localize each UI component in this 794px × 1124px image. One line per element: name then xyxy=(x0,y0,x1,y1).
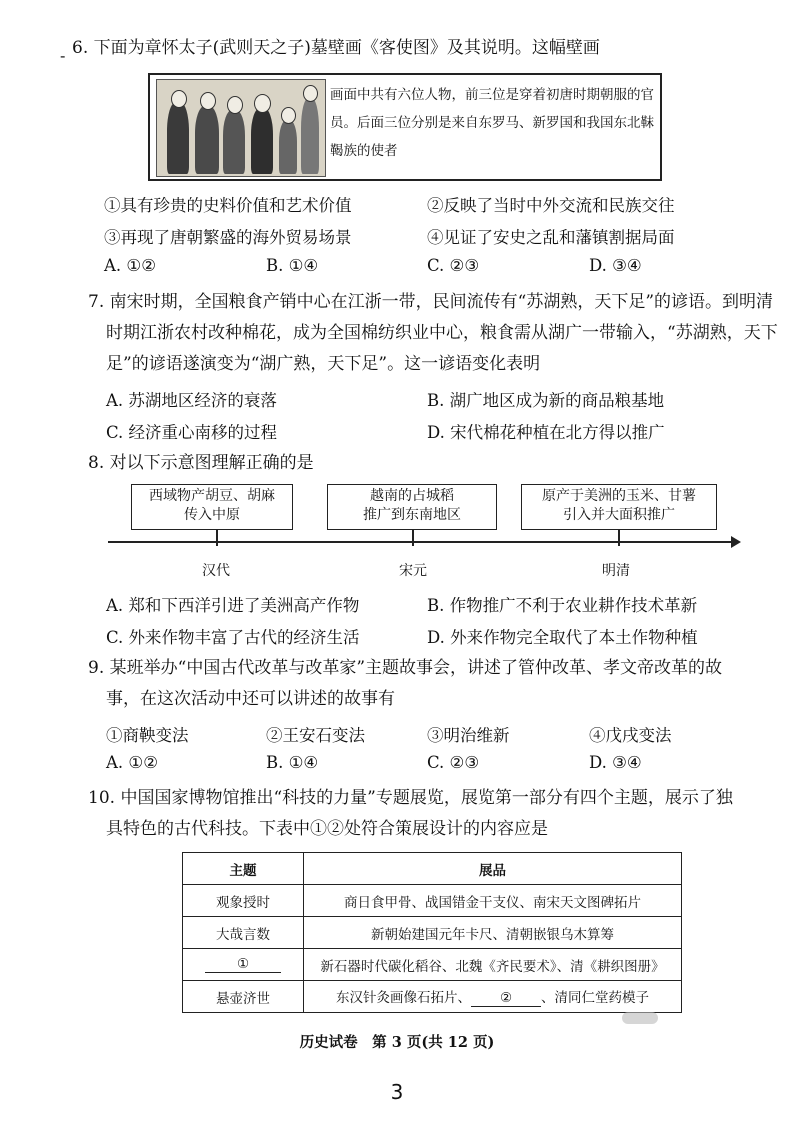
q9-stem-line1: 9. 某班举办“中国古代改革与改革家”主题故事会，讲述了管仲改革、孝文帝改革的故 xyxy=(88,658,723,678)
q10-stem-line2: 具特色的古代科技。下表中①②处符合策展设计的内容应是 xyxy=(106,819,548,839)
margin-mark: - xyxy=(60,46,66,65)
table-cell-exhibits: 新石器时代碳化稻谷、北魏《齐民要术》、清《耕织图册》 xyxy=(304,949,682,981)
table-cell-theme xyxy=(183,949,304,981)
q9-statement-4: ④戊戌变法 xyxy=(589,726,672,745)
q9-option-b: B. ①④ xyxy=(266,753,319,772)
q7-option-d: D. 宋代棉花种植在北方得以推广 xyxy=(427,423,665,442)
q9-stem-line2: 事，在这次活动中还可以讲述的故事有 xyxy=(106,689,395,709)
diagram-box-songyuan-line1: 越南的占城稻 xyxy=(370,488,454,504)
q7-stem-line2: 时期江浙农村改种棉花，成为全国棉纺织业中心，粮食需从湖广一带输入，“苏湖熟，天下 xyxy=(106,323,778,343)
table-row xyxy=(183,949,682,981)
q9-option-d: D. ③④ xyxy=(589,753,642,772)
table-row xyxy=(183,981,682,1013)
diagram-box-mingqing-line2: 引入并大面积推广 xyxy=(563,507,675,523)
q7-stem-line3: 足”的谚语遂演变为“湖广熟，天下足”。这一谚语变化表明 xyxy=(106,354,541,374)
q9-statement-2: ②王安石变法 xyxy=(266,726,365,745)
q6-option-d: D. ③④ xyxy=(589,256,642,275)
timeline-axis xyxy=(108,541,738,543)
table-header-exhibits: 展品 xyxy=(304,853,682,885)
mural-caption: 画面中共有六位人物，前三位是穿着初唐时期朝服的官员。后面三位分别是来自东罗马、新罗国和我国东北靺鞨族的使者 xyxy=(330,87,654,159)
cell-text-part1: 东汉针灸画像石拓片、 xyxy=(336,990,471,1006)
q8-option-d: D. 外来作物完全取代了本土作物种植 xyxy=(427,628,698,647)
cell-text-part2: 、清同仁堂药模子 xyxy=(541,990,649,1006)
q6-option-c: C. ②③ xyxy=(427,256,480,275)
table-cell-exhibits xyxy=(304,981,682,1013)
timeline-tick xyxy=(618,530,620,546)
q8-option-a: A. 郑和下西洋引进了美洲高产作物 xyxy=(106,596,360,615)
q7-option-b: B. 湖广地区成为新的商品粮基地 xyxy=(427,391,665,410)
q8-stem: 8. 对以下示意图理解正确的是 xyxy=(88,453,314,473)
table-row xyxy=(183,885,682,917)
table-cell-exhibits: 新朝始建国元年卡尺、清朝嵌银乌木算筹 xyxy=(304,917,682,949)
q8-option-c: C. 外来作物丰富了古代的经济生活 xyxy=(106,628,360,647)
q6-statement-4: ④见证了安史之乱和藩镇割据局面 xyxy=(427,228,675,247)
q9-option-c: C. ②③ xyxy=(427,753,480,772)
q7-option-c: C. 经济重心南移的过程 xyxy=(106,423,278,442)
q8-option-b: B. 作物推广不利于农业耕作技术革新 xyxy=(427,596,698,615)
page-number: 3 xyxy=(390,1080,404,1104)
diagram-box-mingqing xyxy=(521,484,717,530)
timeline-label-han: 汉代 xyxy=(202,563,230,579)
timeline-tick xyxy=(412,530,414,546)
q6-statement-3: ③再现了唐朝繁盛的海外贸易场景 xyxy=(104,228,352,247)
diagram-box-han-line2: 传入中原 xyxy=(184,507,240,523)
table-cell-theme: 悬壶济世 xyxy=(183,981,304,1013)
diagram-box-songyuan-line2: 推广到东南地区 xyxy=(363,507,461,523)
q9-statement-1: ①商鞅变法 xyxy=(106,726,189,745)
q7-stem-line1: 7. 南宋时期，全国粮食产销中心在江浙一带，民间流传有“苏湖熟，天下足”的谚语。到明清 xyxy=(88,292,774,312)
table-header-theme: 主题 xyxy=(183,853,304,885)
q6-option-a: A. ①② xyxy=(104,256,156,275)
timeline-label-mingqing: 明清 xyxy=(602,563,630,579)
q6-statement-1: ①具有珍贵的史料价值和艺术价值 xyxy=(104,196,352,215)
table-cell-theme: 观象授时 xyxy=(183,885,304,917)
table-cell-exhibits: 商日食甲骨、战国错金干支仪、南宋天文图碑拓片 xyxy=(304,885,682,917)
q10-stem-line1: 10. 中国国家博物馆推出“科技的力量”专题展览，展览第一部分有四个主题，展示了独 xyxy=(88,788,733,808)
table-row xyxy=(183,917,682,949)
diagram-box-songyuan xyxy=(327,484,497,530)
diagram-box-han xyxy=(131,484,293,530)
timeline-label-songyuan: 宋元 xyxy=(399,563,427,579)
blank-1: ① xyxy=(205,956,281,973)
diagram-box-mingqing-line1: 原产于美洲的玉米、甘薯 xyxy=(542,488,696,504)
exhibition-table xyxy=(182,852,682,1013)
blank-2: ② xyxy=(471,990,541,1007)
q9-option-a: A. ①② xyxy=(106,753,158,772)
page-footer: 历史试卷 第 3 页(共 12 页) xyxy=(299,1034,495,1051)
timeline-tick xyxy=(216,530,218,546)
scan-smudge xyxy=(622,1012,658,1024)
table-header-row xyxy=(183,853,682,885)
q6-stem: 6. 下面为章怀太子(武则天之子)墓壁画《客使图》及其说明。这幅壁画 xyxy=(72,38,600,58)
q6-figure-box xyxy=(148,73,662,181)
q6-statement-2: ②反映了当时中外交流和民族交往 xyxy=(427,196,675,215)
table-cell-theme: 大哉言数 xyxy=(183,917,304,949)
timeline-arrow-icon xyxy=(731,536,741,548)
diagram-box-han-line1: 西域物产胡豆、胡麻 xyxy=(149,488,275,504)
q6-option-b: B. ①④ xyxy=(266,256,319,275)
q9-statement-3: ③明治维新 xyxy=(427,726,510,745)
mural-image xyxy=(156,79,326,177)
q7-option-a: A. 苏湖地区经济的衰落 xyxy=(106,391,277,410)
